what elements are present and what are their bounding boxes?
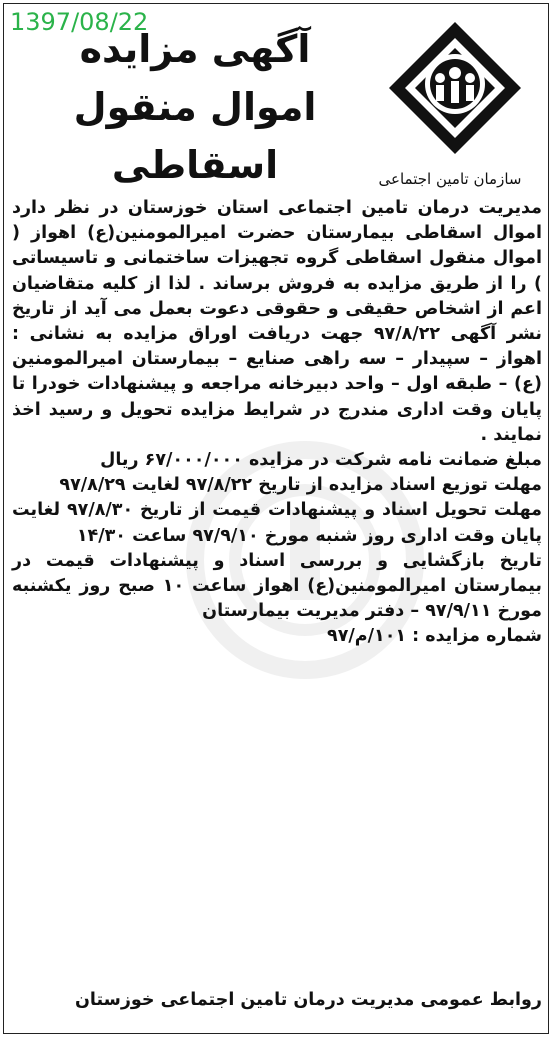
title-line-2: اموال منقول: [73, 85, 317, 129]
intro-paragraph: مدیریت درمان تامین اجتماعی استان خوزستان در نظر دارد اموال اسقاطی بیمارستان حضرت امیرالمومنین(ع) اهواز ( اموال منقول اسقاطی گروه تجهیزات ساختمانی و تاسیساتی ) را از طریق مزایده به فروش برساند . لذا از کلیه متقاضیان اعم از اشخاص حقیقی و حقوقی دعوت بعمل می آید از تاریخ نشر آگهی ۹۷/۸/۲۲ جهت دریافت اوراق مزایده به نشانی : اهواز – سپیدار – سه راهی صنایع – بیمارستان امیرالمومنین (ع) – طبقه اول – واحد دبیرخانه مراجعه و پیشنهادات خودرا تا پایان وقت اداری مندرج در شرایط مزایده تحویل و رسید اخذ نمایند .: [12, 198, 542, 445]
opening-paragraph: تاریخ بازگشایی و بررسی اسناد و پیشنهادات قیمت در بیمارستان امیرالمومنین(ع) اهواز ساعت ۱۰ صبح روز یکشنبه مورخ ۹۷/۹/۱۱ – دفتر مدیریت بیمارستان: [12, 550, 542, 622]
organization-name: سازمان تامین اجتماعی: [378, 170, 522, 188]
ad-title: [70, 20, 320, 194]
submission-paragraph: مهلت تحویل اسناد و پیشنهادات قیمت از تاریخ ۹۷/۸/۳۰ لغایت پایان وقت اداری روز شنبه مورخ ۹۷/۹/۱۰ ساعت ۱۴/۳۰: [12, 500, 542, 546]
auction-number: شماره مزایده : ۱۰۱/م/۹۷: [327, 626, 542, 647]
distribution-paragraph: مهلت توزیع اسناد مزایده از تاریخ ۹۷/۸/۲۲ لغایت ۹۷/۸/۲۹: [59, 475, 542, 496]
public-relations-signature: روابط عمومی مدیریت درمان تامین اجتماعی خوزستان: [74, 990, 542, 1010]
title-line-1: آگهی مزایده: [79, 27, 311, 71]
guarantee-paragraph: مبلغ ضمانت نامه شرکت در مزایده ۶۷/۰۰۰/۰۰۰ ریال: [100, 450, 542, 471]
organization-logo-icon: [380, 18, 530, 158]
title-line-3: اسقاطی: [111, 143, 279, 187]
date-stamp: 1397/08/22: [10, 8, 149, 36]
announcement-body: [12, 196, 542, 650]
